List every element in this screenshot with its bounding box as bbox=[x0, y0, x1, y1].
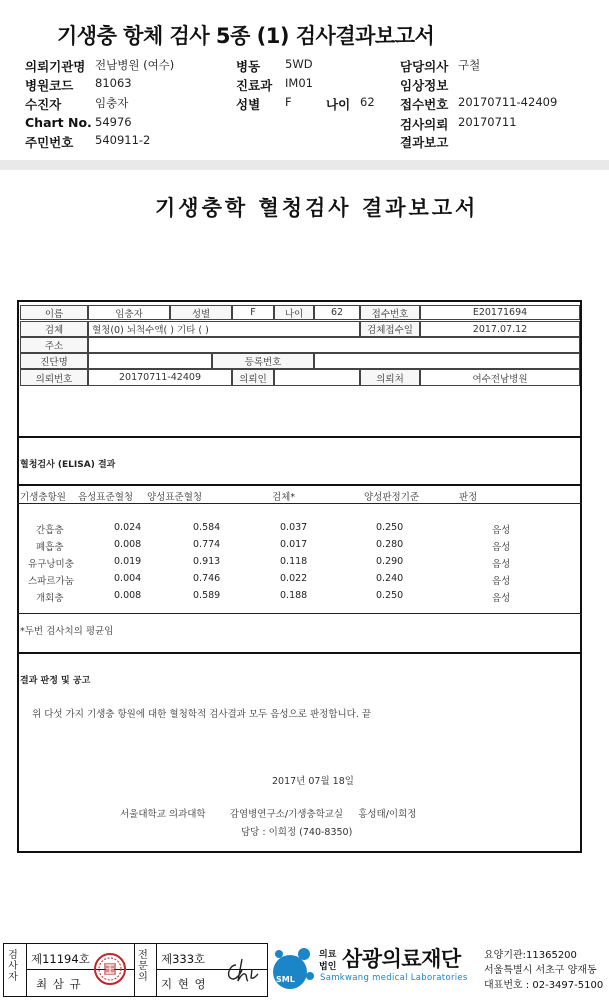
receipt-no-value: 20170711-42409 bbox=[458, 95, 558, 109]
receipt-no-label: 접수번호 bbox=[400, 97, 449, 112]
cutoff-value: 0.280 bbox=[376, 539, 404, 550]
col-sample: 검체* bbox=[272, 492, 296, 503]
hospital-code-label: 병원코드 bbox=[25, 78, 74, 93]
form-age-value: 62 bbox=[314, 305, 360, 320]
col-antigen: 기생충항원 bbox=[20, 492, 66, 503]
signature-icon bbox=[222, 955, 262, 987]
ward-label: 병동 bbox=[236, 59, 261, 74]
pos-control-value: 0.589 bbox=[193, 590, 221, 601]
cutoff-value: 0.290 bbox=[376, 556, 404, 567]
result-value: 음성 bbox=[492, 542, 511, 553]
antigen-name: 스파르가눔 bbox=[28, 576, 74, 587]
form-sex-value: F bbox=[232, 305, 274, 320]
sml-logo-icon bbox=[270, 944, 316, 996]
judgement-section-title: 결과 판정 및 공고 bbox=[20, 676, 91, 686]
doctor-value: 구철 bbox=[458, 58, 481, 72]
result-value: 음성 bbox=[492, 525, 511, 536]
divider bbox=[26, 944, 27, 996]
form-clinic-label: 진단명 bbox=[20, 353, 88, 369]
chart-no-label: Chart No. bbox=[25, 115, 92, 130]
sample-value: 0.118 bbox=[280, 556, 308, 567]
seal-stamp-icon bbox=[93, 952, 127, 986]
divider bbox=[17, 503, 582, 504]
ward-value: 5WD bbox=[285, 57, 313, 71]
result-value: 음성 bbox=[492, 576, 511, 587]
form-request-place-value: 여수전남병원 bbox=[420, 369, 580, 386]
antigen-name: 간흡충 bbox=[36, 525, 64, 536]
form-clinic-value bbox=[88, 353, 212, 369]
cutoff-value: 0.250 bbox=[376, 590, 404, 601]
clinical-info-label: 임상정보 bbox=[400, 78, 449, 93]
cutoff-value: 0.250 bbox=[376, 522, 404, 533]
neg-control-value: 0.019 bbox=[114, 556, 142, 567]
form-request-no-label: 의뢰번호 bbox=[20, 369, 88, 386]
neg-control-value: 0.024 bbox=[114, 522, 142, 533]
specialist-label: 전문의 bbox=[138, 950, 148, 983]
report-contact: 담당 : 이희정 (740-8350) bbox=[241, 827, 353, 838]
request-date-value: 20170711 bbox=[458, 115, 517, 129]
sample-value: 0.017 bbox=[280, 539, 308, 550]
divider bbox=[17, 613, 582, 614]
divider bbox=[134, 944, 135, 996]
form-receipt-value: E20171694 bbox=[420, 305, 580, 320]
pos-control-value: 0.913 bbox=[193, 556, 221, 567]
form-requester-label: 의뢰인 bbox=[232, 369, 274, 386]
report-date: 2017년 07월 18일 bbox=[272, 776, 354, 787]
form-requester-value bbox=[274, 369, 360, 386]
divider bbox=[17, 436, 582, 438]
pos-control-value: 0.774 bbox=[193, 539, 221, 550]
examiner-license: 제11194호 bbox=[31, 952, 90, 966]
logo-english: Samkwang medical Laboratories bbox=[320, 973, 468, 983]
form-request-no-value: 20170711-42409 bbox=[88, 369, 232, 386]
logo-small-1: 의료 bbox=[319, 950, 337, 960]
result-value: 음성 bbox=[492, 593, 511, 604]
form-name-value: 임충자 bbox=[88, 305, 170, 320]
result-report-label: 결과보고 bbox=[400, 135, 449, 150]
patient-value: 임충자 bbox=[95, 96, 129, 110]
institution-address: 서울특별시 서초구 양재동 bbox=[484, 965, 597, 976]
logo-badge: SML bbox=[276, 975, 295, 984]
form-address-value bbox=[88, 337, 580, 353]
form-address-label: 주소 bbox=[20, 337, 88, 353]
form-specimen-date-value: 2017.07.12 bbox=[420, 321, 580, 337]
form-specimen-label: 검체 bbox=[20, 321, 88, 337]
department-label: 진료과 bbox=[236, 78, 273, 93]
cutoff-value: 0.240 bbox=[376, 573, 404, 584]
examiner-name: 최 삼 규 bbox=[36, 977, 82, 991]
divider bbox=[17, 484, 582, 486]
logo-small-2: 법인 bbox=[319, 962, 337, 972]
chart-no-value: 54976 bbox=[95, 115, 132, 129]
sample-value: 0.188 bbox=[280, 590, 308, 601]
patient-label: 수진자 bbox=[25, 97, 62, 112]
pos-control-value: 0.746 bbox=[193, 573, 221, 584]
col-positive-control: 양성표준혈청 bbox=[147, 492, 203, 503]
request-date-label: 검사의뢰 bbox=[400, 117, 449, 132]
antigen-name: 폐흡충 bbox=[36, 542, 64, 553]
sample-value: 0.037 bbox=[280, 522, 308, 533]
pos-control-value: 0.584 bbox=[193, 522, 221, 533]
hospital-code-value: 81063 bbox=[95, 76, 132, 90]
form-name-label: 이름 bbox=[20, 305, 88, 320]
sex-label: 성별 bbox=[236, 97, 261, 112]
neg-control-value: 0.008 bbox=[114, 590, 142, 601]
institution-code: 요양기관:11365200 bbox=[484, 950, 577, 961]
doctor-label: 담당의사 bbox=[400, 59, 449, 74]
sex-value: F bbox=[285, 95, 292, 109]
form-request-place-label: 의뢰처 bbox=[360, 369, 420, 386]
col-negative-control: 음성표준혈청 bbox=[78, 492, 134, 503]
col-cutoff: 양성판정기준 bbox=[364, 492, 420, 503]
sample-value: 0.022 bbox=[280, 573, 308, 584]
hospital-label: 의뢰기관명 bbox=[25, 59, 86, 74]
form-reg-label: 등록번호 bbox=[212, 353, 314, 369]
result-value: 음성 bbox=[492, 559, 511, 570]
age-value: 62 bbox=[360, 95, 375, 109]
elisa-section-title: 혈청검사 (ELISA) 결과 bbox=[20, 460, 116, 470]
department-value: IM01 bbox=[285, 76, 313, 90]
specialist-name: 지 현 영 bbox=[161, 977, 207, 991]
form-specimen-value: 혈청(0) 뇌척수액( ) 기타 ( ) bbox=[88, 321, 360, 337]
report-title: 기생충학 혈청검사 결과보고서 bbox=[155, 195, 479, 220]
hospital-value: 전남병원 (여수) bbox=[95, 58, 175, 72]
antigen-name: 유구낭미충 bbox=[28, 559, 74, 570]
judgement-text: 위 다섯 가지 기생충 항원에 대한 혈청학적 검사결과 모두 음성으로 판정합니다. 끝 bbox=[32, 709, 372, 720]
section-divider bbox=[0, 160, 609, 170]
form-specimen-date-label: 검체접수일 bbox=[360, 321, 420, 337]
form-receipt-label: 접수번호 bbox=[360, 305, 420, 320]
form-reg-value bbox=[314, 353, 580, 369]
resident-no-value: 540911-2 bbox=[95, 133, 151, 147]
form-age-label: 나이 bbox=[274, 305, 314, 320]
report-organization: 서울대학교 의과대학 감염병연구소/기생충학교실 홍성태/이희정 bbox=[120, 809, 417, 820]
resident-no-label: 주민번호 bbox=[25, 135, 74, 150]
logo-text: 삼광의료재단 bbox=[342, 947, 461, 971]
neg-control-value: 0.008 bbox=[114, 539, 142, 550]
examiner-label: 검사자 bbox=[8, 950, 18, 983]
col-result: 판정 bbox=[459, 492, 478, 503]
form-sex-label: 성별 bbox=[170, 305, 232, 320]
divider bbox=[17, 652, 582, 654]
antigen-name: 개회충 bbox=[36, 593, 64, 604]
neg-control-value: 0.004 bbox=[114, 573, 142, 584]
age-label: 나이 bbox=[326, 97, 351, 112]
institution-phone: 대표번호 : 02-3497-5100 bbox=[484, 980, 604, 991]
specialist-license: 제333호 bbox=[161, 952, 206, 966]
page-title: 기생충 항체 검사 5종 (1) 검사결과보고서 bbox=[57, 24, 435, 48]
divider bbox=[156, 944, 157, 996]
footnote: *두번 검사치의 평균임 bbox=[20, 626, 114, 637]
